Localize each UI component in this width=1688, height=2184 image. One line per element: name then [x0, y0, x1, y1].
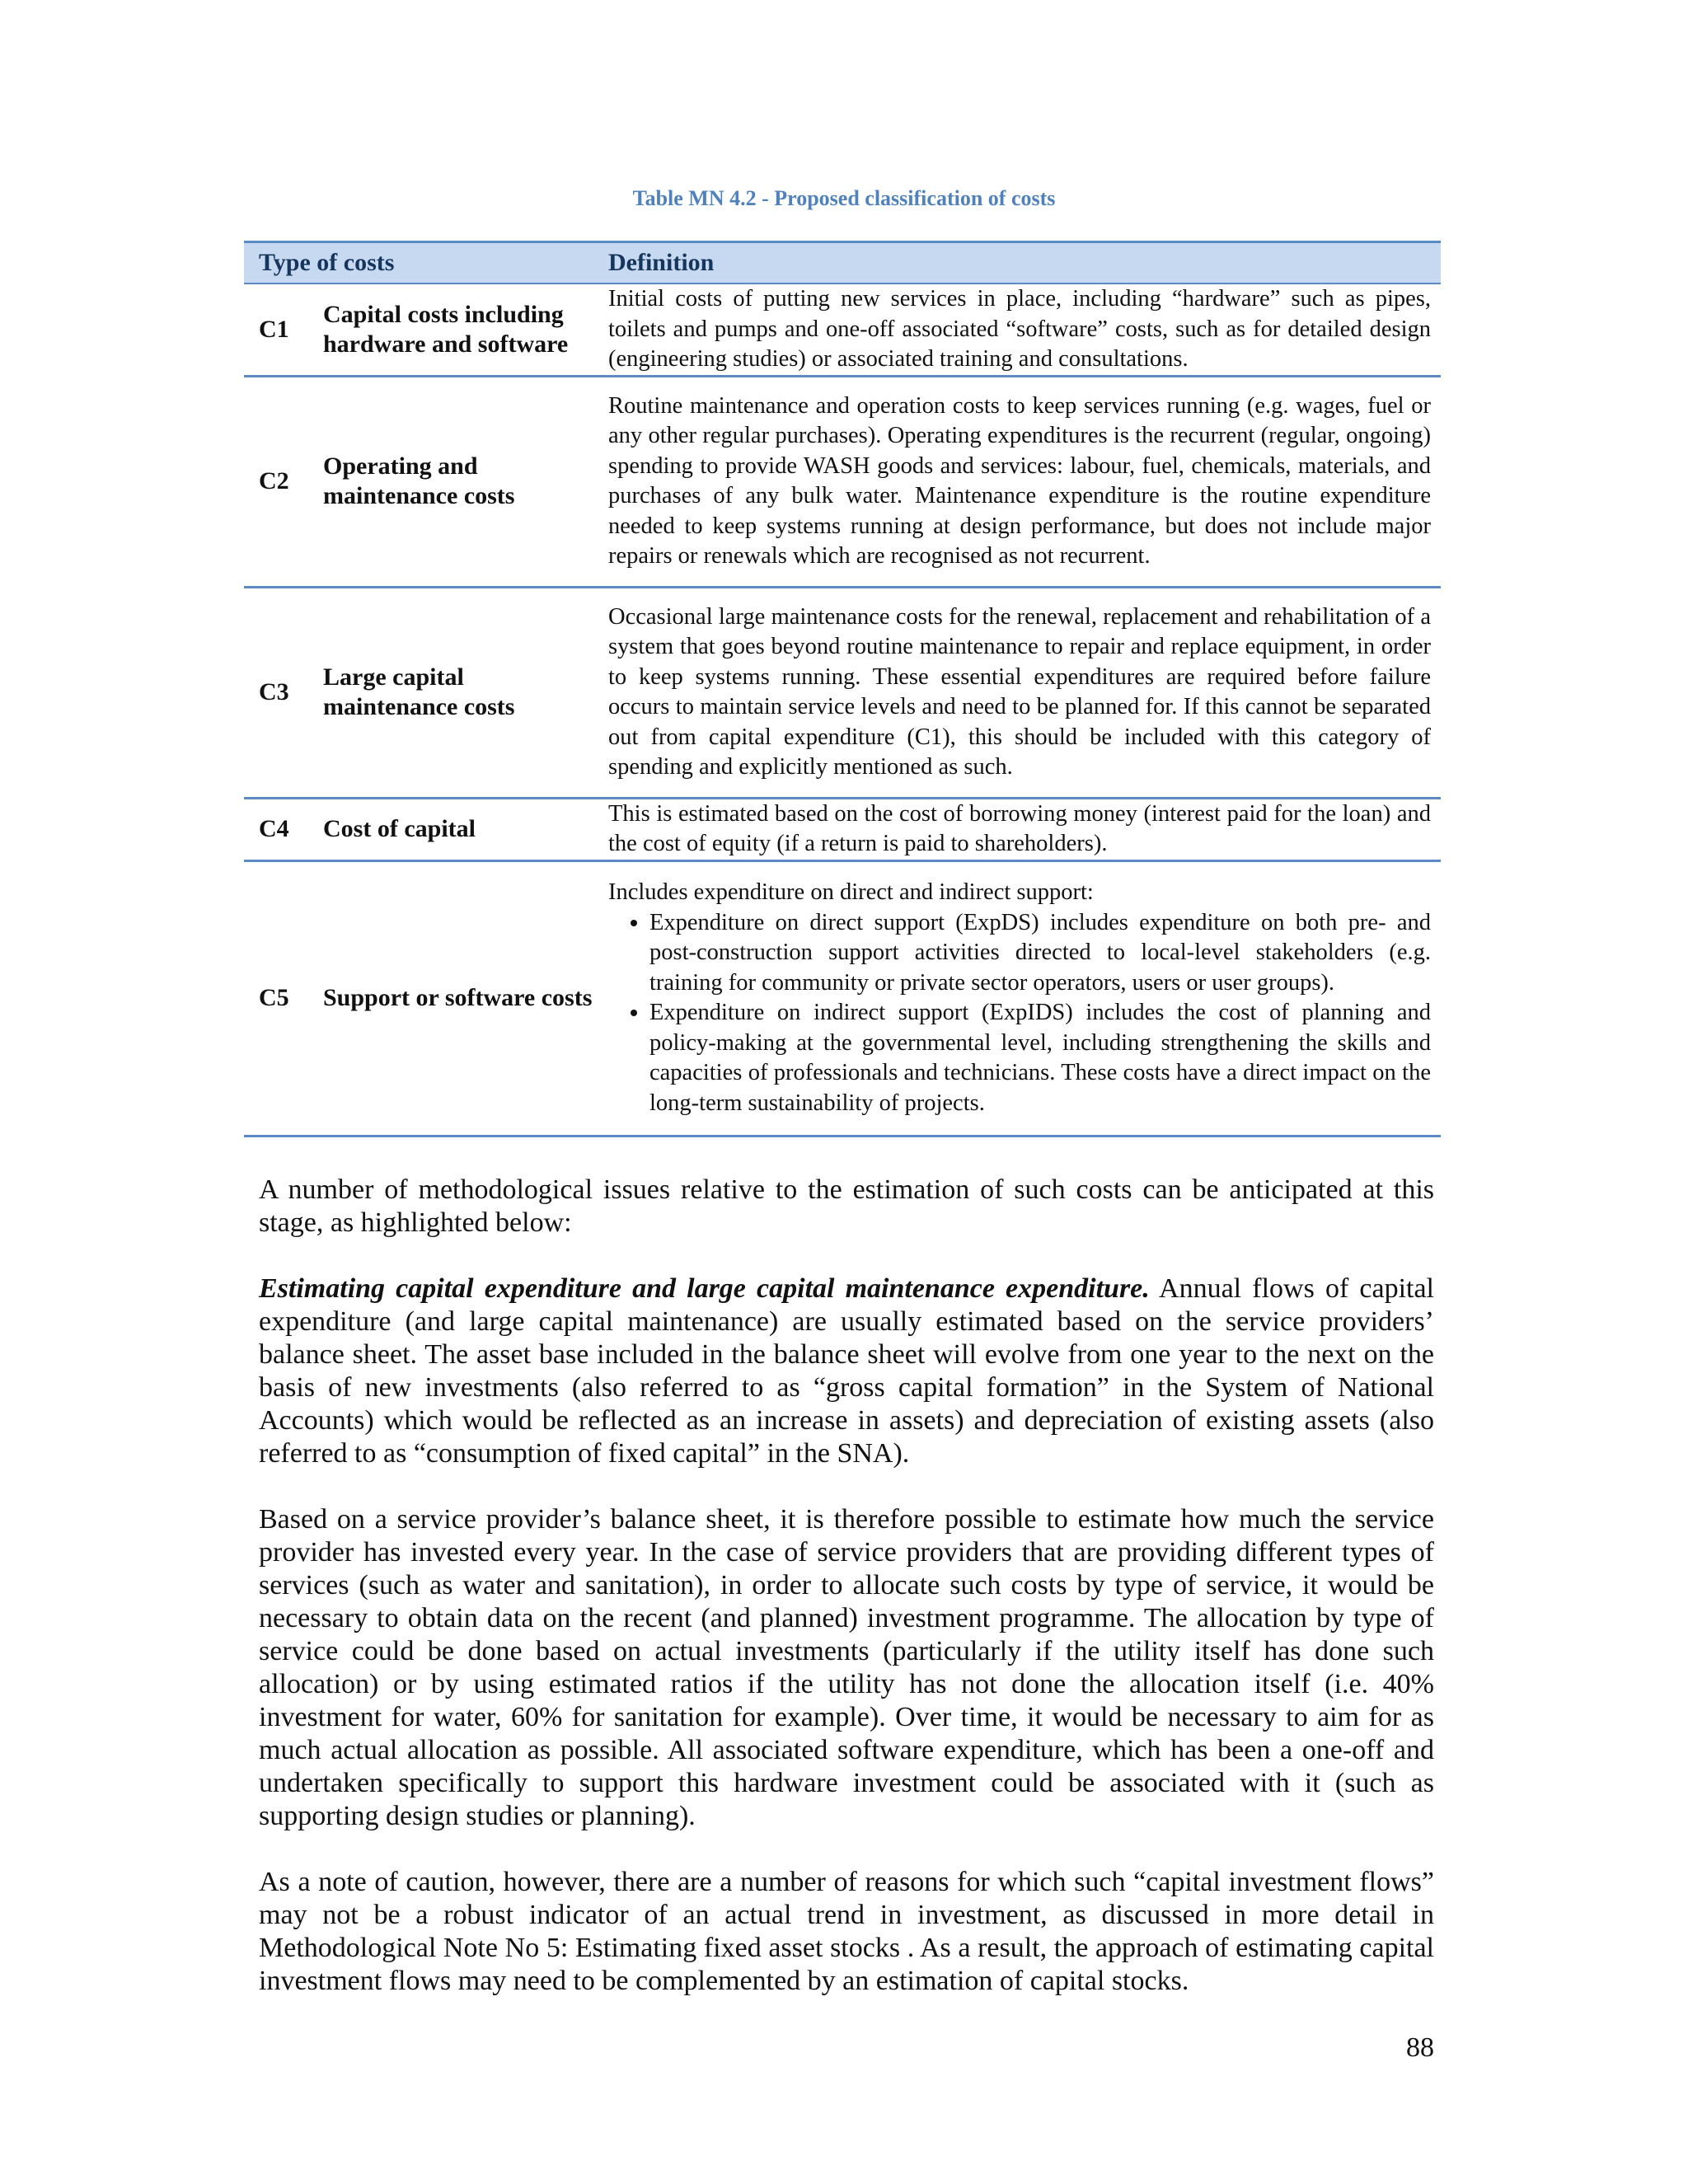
- capex-paragraph-text: Annual flows of capital expenditure (and large capital maintenance) are usually estimated based on the service providers’ balance sheet. The asset base included in the balance sheet will evolve from one year to the next on the basis of new investments (also referred to as “gross capital formation” in the System of National Accounts) which would be reflected as an increase in assets) and depreciation of existing assets (also referred to as “consumption of fixed capital” in the SNA).: [259, 1273, 1435, 1469]
- cost-type-name: Operating and maintenance costs: [318, 376, 597, 587]
- capex-lead-heading: Estimating capital expenditure and large capital maintenance expenditure.: [259, 1273, 1150, 1304]
- cost-type-name: Support or software costs: [318, 860, 597, 1136]
- cost-code: C4: [244, 798, 318, 860]
- cost-definition: [597, 860, 1441, 1136]
- column-header-type: Type of costs: [244, 242, 597, 284]
- cost-definition: [597, 376, 1441, 587]
- definition-text: Routine maintenance and operation costs to keep services running (e.g. wages, fuel or any other regular purchases). Operating expenditures is the recurrent (regular, ongoing) spending to provide WASH goods and services: labour, fuel, chemicals, materials, and purchases of any bulk water. Maintenance expenditure is the routine expenditure needed to keep systems running at design performance, but does not include major repairs or renewals which are recognised as not recurrent.: [608, 392, 1431, 569]
- cost-classification-table: [244, 241, 1441, 1137]
- table-header-row: [244, 242, 1441, 284]
- table-row: [244, 376, 1441, 587]
- table-caption: Table MN 4.2 - Proposed classification of costs: [632, 186, 1056, 210]
- table-row: [244, 284, 1441, 376]
- definition-text: Occasional large maintenance costs for the renewal, replacement and rehabilitation of a system that goes beyond routine maintenance to repair and replace equipment, in order to keep systems running. These essential expenditures are required before failure occurs to maintain service levels and need to be planned for. If this cannot be separated out from capital expenditure (C1), this should be included with this category of spending and explicitly mentioned as such.: [608, 603, 1431, 780]
- intro-paragraph: A number of methodological issues relative to the estimation of such costs can be anticipated at this stage, as highlighted below:: [259, 1174, 1434, 1238]
- table-row: [244, 587, 1441, 798]
- cost-code: C1: [244, 284, 318, 376]
- column-header-definition: Definition: [597, 242, 1441, 284]
- cost-code: C5: [244, 860, 318, 1136]
- capex-paragraph: [259, 1272, 1434, 1470]
- cost-code: C2: [244, 376, 318, 587]
- cost-type-name: Large capital maintenance costs: [318, 587, 597, 798]
- list-item: • Expenditure on indirect support (ExpIDS) includes the cost of planning and policy-making at the governmental level, including strengthening the skills and capacities of professionals and technicians. These costs have a direct impact on the long-term sustainability of projects.: [649, 998, 1431, 1118]
- cost-code: C3: [244, 587, 318, 798]
- table-row: [244, 860, 1441, 1136]
- cost-definition: [597, 587, 1441, 798]
- definition-text: Includes expenditure on direct and indirect support:: [608, 879, 1094, 905]
- definition-text: Initial costs of putting new services in place, including “hardware” such as pipes, toilets and pumps and one-off associated “software” costs, such as for detailed design (engineering studies) or associated training and consultations.: [608, 286, 1431, 372]
- support-cost-list: [608, 908, 1431, 1119]
- balance-sheet-paragraph: Based on a service provider’s balance sheet, it is therefore possible to estimate how much the service provider has invested every year. In the case of service providers that are providing different types of services (such as water and sanitation), in order to allocate such costs by type of service, it would be necessary to obtain data on the recent (and planned) investment programme. The allocation by type of service could be done based on actual investments (particularly if the utility itself has done such allocation) or by using estimated ratios if the utility has not done the allocation itself (i.e. 40% investment for water, 60% for sanitation for example). Over time, it would be necessary to aim for as much actual allocation as possible. All associated software expenditure, which has been a one-off and undertaken specifically to support this hardware investment could be associated with it (such as supporting design studies or planning).: [259, 1504, 1434, 1831]
- table-row: [244, 798, 1441, 860]
- cost-definition: [597, 284, 1441, 376]
- cost-definition: [597, 798, 1441, 860]
- list-item: • Expenditure on direct support (ExpDS) includes expenditure on both pre- and post-construction support activities directed to local-level stakeholders (e.g. training for community or private sector operators, users or user groups).: [649, 908, 1431, 999]
- cost-type-name: Capital costs including hardware and software: [318, 284, 597, 376]
- page-number: 88: [1406, 2032, 1434, 2063]
- cost-type-name: Cost of capital: [318, 798, 597, 860]
- caution-paragraph: As a note of caution, however, there are a number of reasons for which such “capital investment flows” may not be a robust indicator of an actual trend in investment, as discussed in more detail in Methodological Note No 5: Estimating fixed asset stocks . As a result, the approach of estimating capital investment flows may need to be complemented by an estimation of capital stocks.: [259, 1867, 1434, 1996]
- definition-text: This is estimated based on the cost of borrowing money (interest paid for the loan) and the cost of equity (if a return is paid to shareholders).: [608, 800, 1431, 856]
